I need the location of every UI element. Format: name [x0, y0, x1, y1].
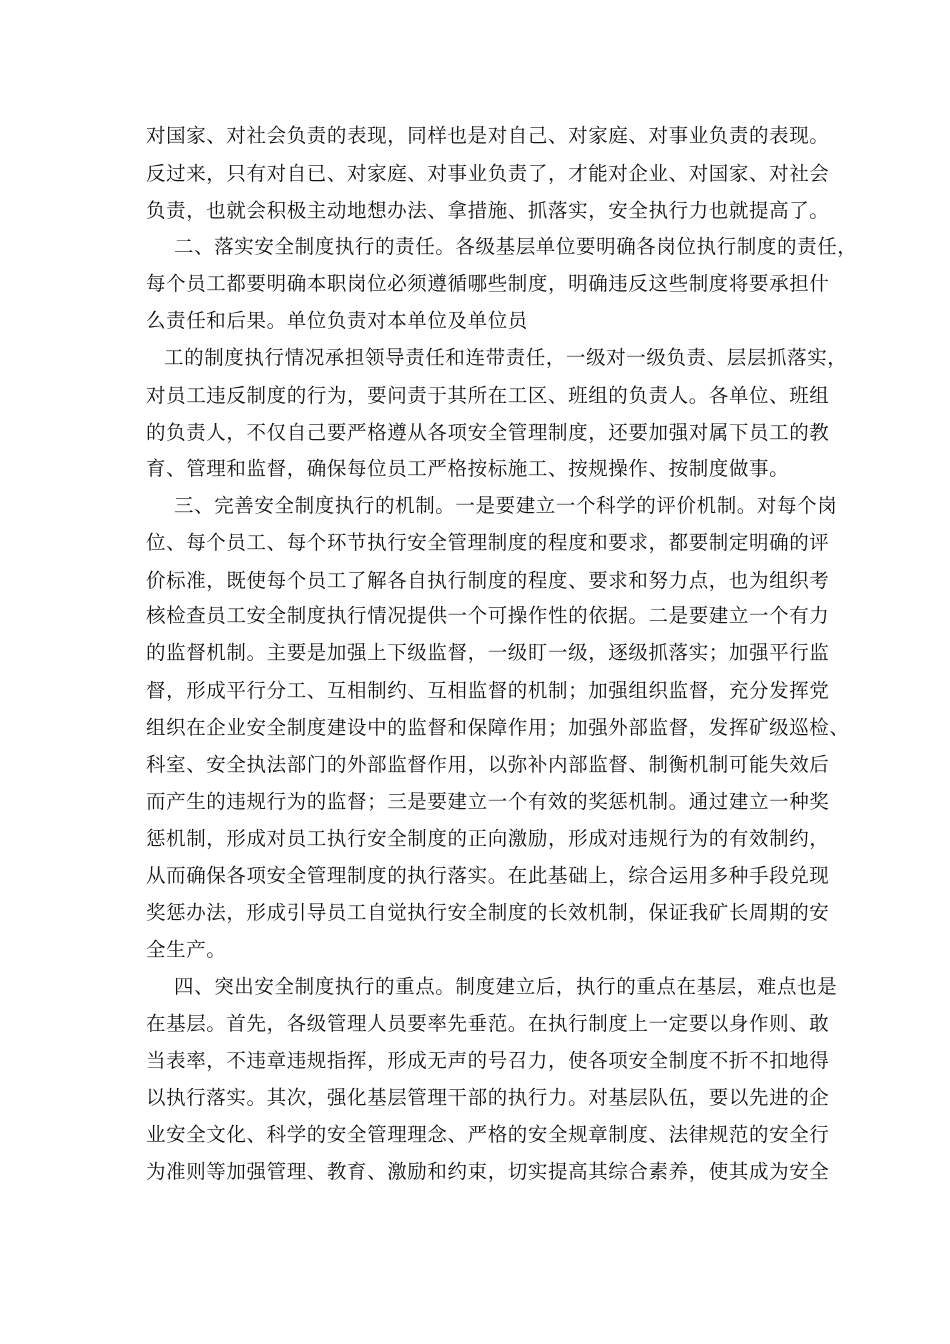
text-line: 位、每个员工、每个环节执行安全管理制度的程度和要求，都要制定明确的评: [146, 531, 830, 554]
text-line: 反过来，只有对自已、对家庭、对事业负责了，才能对企业、对国家、对社会: [146, 162, 830, 185]
text-line: 奖惩办法，形成引导员工自觉执行安全制度的长效机制，保证我矿长周期的安: [146, 901, 830, 924]
text-line: 每个员工都要明确本职岗位必须遵循哪些制度，明确违反这些制度将要承担什: [146, 272, 830, 295]
text-line: 组织在企业安全制度建设中的监督和保障作用；加强外部监督，发挥矿级巡检、: [146, 716, 850, 739]
text-line: 核检查员工安全制度执行情况提供一个可操作性的依据。二是要建立一个有力: [146, 604, 830, 627]
text-line: 惩机制，形成对员工执行安全制度的正向激励，形成对违规行为的有效制约，: [146, 827, 830, 850]
text-line: 为准则等加强管理、教育、激励和约束，切实提高其综合素养，使其成为安全: [146, 1160, 830, 1183]
text-line: 四、突出安全制度执行的重点。制度建立后，执行的重点在基层，难点也是: [174, 975, 838, 998]
text-line: 而产生的违规行为的监督；三是要建立一个有效的奖惩机制。通过建立一种奖: [146, 790, 830, 813]
text-line: 在基层。首先，各级管理人员要率先垂范。在执行制度上一定要以身作则、敢: [146, 1012, 830, 1035]
text-line: 的监督机制。主要是加强上下级监督，一级盯一级，逐级抓落实；加强平行监: [146, 641, 830, 664]
text-line: 工的制度执行情况承担领导责任和连带责任，一级对一级负责、层层抓落实，: [164, 346, 848, 369]
text-line: 负责，也就会积极主动地想办法、拿措施、抓落实，安全执行力也就提高了。: [146, 199, 830, 222]
text-line: 督，形成平行分工、互相制约、互相监督的机制；加强组织监督，充分发挥党: [146, 679, 830, 702]
text-line: 当表率，不违章违规指挥，形成无声的号召力，使各项安全制度不折不扣地得: [146, 1049, 830, 1072]
text-line: 么责任和后果。单位负责对本单位及单位员: [146, 309, 528, 332]
text-line: 对员工违反制度的行为，要问责于其所在工区、班组的负责人。各单位、班组: [146, 384, 830, 407]
text-line: 从而确保各项安全管理制度的执行落实。在此基础上，综合运用多种手段兑现: [146, 864, 830, 887]
text-line: 对国家、对社会负责的表现，同样也是对自己、对家庭、对事业负责的表现。: [146, 124, 830, 147]
text-line: 科室、安全执法部门的外部监督作用，以弥补内部监督、制衡机制可能失效后: [146, 753, 830, 776]
text-line: 业安全文化、科学的安全管理理念、严格的安全规章制度、法律规范的安全行: [146, 1123, 830, 1146]
text-line: 的负责人，不仅自己要严格遵从各项安全管理制度，还要加强对属下员工的教: [146, 421, 830, 444]
text-line: 全生产。: [146, 938, 227, 961]
text-line: 育、管理和监督，确保每位员工严格按标施工、按规操作、按制度做事。: [146, 457, 790, 480]
text-line: 三、完善安全制度执行的机制。一是要建立一个科学的评价机制。对每个岗: [174, 494, 838, 517]
text-line: 以执行落实。其次，强化基层管理干部的执行力。对基层队伍，要以先进的企: [146, 1086, 830, 1109]
text-line: 二、落实安全制度执行的责任。各级基层单位要明确各岗位执行制度的责任，: [174, 235, 858, 258]
text-line: 价标准，既使每个员工了解各自执行制度的程度、要求和努力点，也为组织考: [146, 569, 830, 592]
